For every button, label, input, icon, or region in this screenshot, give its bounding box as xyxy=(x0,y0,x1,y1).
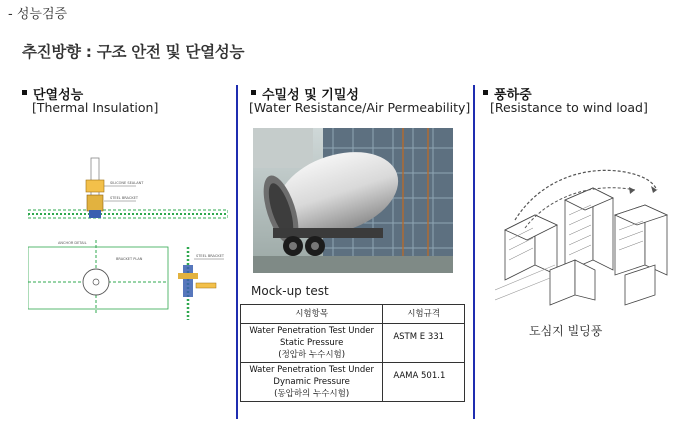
standard-cell: ASTM E 331 xyxy=(383,324,465,363)
svg-text:STEEL BRACKET: STEEL BRACKET xyxy=(196,254,224,258)
column-divider-2 xyxy=(473,85,475,419)
test-item-line: Static Pressure xyxy=(280,338,344,348)
header-standard: 시험규격 xyxy=(383,305,465,324)
test-item-cell xyxy=(241,324,383,363)
water-subtitle: [Water Resistance/Air Permeability] xyxy=(249,100,471,115)
bullet-icon xyxy=(483,90,488,95)
page-title: 추진방향 : 구조 안전 및 단열성능 xyxy=(22,43,245,61)
table-header-row xyxy=(241,305,465,324)
urban-wind-illustration xyxy=(495,160,680,310)
breadcrumb: - 성능검증 xyxy=(8,7,68,22)
test-item-line: (정압하 누수시험) xyxy=(278,350,346,360)
bullet-icon xyxy=(251,90,256,95)
standard-cell: AAMA 501.1 xyxy=(383,363,465,402)
test-item-line: Water Penetration Test Under xyxy=(249,365,374,375)
mockup-test-photo xyxy=(253,128,453,273)
test-standard-table xyxy=(240,304,465,402)
test-item-line: Water Penetration Test Under xyxy=(249,326,374,336)
test-item-line: Dynamic Pressure xyxy=(273,377,350,387)
svg-text:SILICONE SEALANT: SILICONE SEALANT xyxy=(110,181,144,185)
table-row xyxy=(241,324,465,363)
column-divider-1 xyxy=(236,85,238,419)
mockup-caption: Mock-up test xyxy=(251,284,329,298)
svg-text:STEEL BRACKET: STEEL BRACKET xyxy=(110,196,138,200)
bullet-icon xyxy=(22,90,27,95)
table-row xyxy=(241,363,465,402)
thermal-heading-text: 단열성능 xyxy=(33,88,84,103)
thermal-drawing xyxy=(28,155,228,330)
wind-heading-text: 풍하중 xyxy=(494,88,532,103)
test-item-cell xyxy=(241,363,383,402)
test-item-line: (동압하의 누수시험) xyxy=(274,389,350,399)
svg-text:BRACKET PLAN: BRACKET PLAN xyxy=(116,257,143,261)
header-test-item: 시험항목 xyxy=(241,305,383,324)
wind-subtitle: [Resistance to wind load] xyxy=(490,100,648,115)
wind-caption: 도심지 빌딩풍 xyxy=(529,324,603,338)
svg-text:ANCHOR DETAIL: ANCHOR DETAIL xyxy=(58,241,87,245)
water-heading-text: 수밀성 및 기밀성 xyxy=(262,88,359,103)
thermal-subtitle: [Thermal Insulation] xyxy=(32,100,159,115)
